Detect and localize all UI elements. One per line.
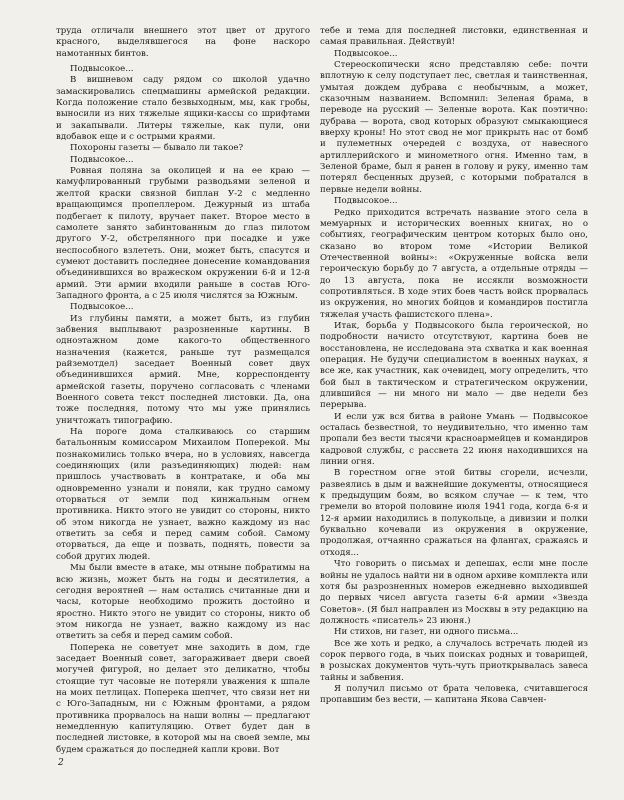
page-number: 2: [58, 758, 64, 768]
paragraph: Подвысокое...: [334, 48, 398, 59]
paragraph: Ровная поляна за околицей и на ее краю — камуфлированный грубыми разводьями зеленой и желтой краски связной биплан У-2 с медленно вращающимся пропеллером. Дежурный из штаба подбегает к пилоту, вручает пакет. Второе место в самолете занято забинтованным до глаз пилотом другого У-2, обстрелянного при посадке и уже неспособного взлететь. Они, может быть, спасутся и сумеют доставить последнее донесение командования объединившихся во вражеском окружении 6-й и 12-й армий. Эти армии входили раньше в состав Юго-Западного фронта, а с 25 июля числятся за Южным.: [56, 166, 310, 301]
paragraph: тебе и тема для последней листовки, единственная и самая правильная. Действуй!: [320, 26, 588, 48]
paragraph: труда отличали внешнего этот цвет от другого красного, выделявшегося на фоне наскоро намотанных бинтов.: [56, 26, 310, 59]
paragraph: Ни стихов, ни газет, ни одного письма...: [334, 627, 519, 638]
paragraph: Из глубины памяти, а может быть, из глубин забвения выплывают разрозненные картины. В одноэтажном доме какого-то общественного назначения (кажется, раньше тут размещался райземотдел) заседает Военный совет двух объединившихся армий. Мне, корреспонденту армейской газеты, поручено согласовать с членами Военного совета текст последней листовки. Да, она тоже последняя, потому что мы уже принялись уничтожать типографию.: [56, 313, 310, 426]
paragraph: В вишневом саду рядом со школой удачно замаскировались спецмашины армейской редакции. Когда положение стало безвыходным, мы, как гробы, выносили из них тяжелые ящики-кассы со шрифтами и закапывали. Литеры тяжелые, как пули, они вдобавок еще и с острыми краями.: [56, 75, 310, 143]
paragraph: Поперека не советует мне заходить в дом, где заседает Военный совет, загораживает двери своей могучей фигурой, но делает это деликатно, чтобы стоящие тут часовые не потеряли уважения к шпале на моих петлицах. Поперека шепчет, что связи нет ни с Юго-Западным, ни с Южным фронтами, а рядом противника прорвалось на наши волны — предлагают немедленную капитуляцию. Ответ будет дан в последней листовке, в которой мы на своей земле, мы будем сражаться до последней капли крови. Вот: [56, 642, 310, 755]
paragraph: Мы были вместе в атаке, мы отныне побратимы на всю жизнь, может быть на годы и десятилетия, а сегодня вероятней — нам остались считанные дни и часы, которые необходимо прожить достойно и яростно. Никто этого не увидит со стороны, никто об этом никогда не узнает, важно каждому из нас ответить за себя и перед самим собой.: [56, 563, 310, 642]
paragraph: Я получил письмо от брата человека, считавшегося пропавшим без вести, — капитана Якова Савчен-: [320, 683, 588, 706]
paragraph: На пороге дома сталкиваюсь со старшим батальонным комиссаром Михаилом Поперекой. Мы познакомились только вчера, но в условиях, навсегда соединяющих (или разъединяющих) людей: нам пришлось участвовать в контратаке, и оба мы одновременно узнали и поняли, как трудно самому оторваться от земли под кинжальным огнем противника. Никто этого не увидит со стороны, никто об этом никогда не узнает, важно каждому из нас ответить за себя и перед самим собой. Самому оторваться, да еще и позвать, поднять, повести за собой других людей.: [56, 427, 310, 562]
right-text-column: [320, 26, 588, 707]
paragraph: Подвысокое...: [334, 196, 398, 207]
paragraph: Итак, борьба у Подвысокого была героической, но подробности начисто отсутствуют, картина боев не восстановлена, не исследована эта схватка и как военная операция. Не будучи специалистом в военных науках, я все же, как участник, как очевидец, могу определить, что бой был в тактическом и стратегическом окружении, длившийся — ни много ни мало — две недели без перерыва.: [320, 320, 588, 411]
paragraph: Стереоскопически ясно представляю себе: почти вплотную к селу подступает лес, светлая и таинственная, умытая дождем дубрава с необычным, а может, сказочным названием. Вспомнил: Зеленая брама, в переводе на русский — Зеленые ворота. Как поэтично: дубрава — ворота, свод которых образуют смыкающиеся вверху кроны! Но этот свод не мог прикрыть нас от бомб и пулеметных очередей с воздуха, от навесного артиллерийского и минометного огня. Именно там, в Зеленой браме, был я ранен в голову и руку, именно там потерял бесценных друзей, с которыми побратался в первые недели войны.: [320, 60, 588, 195]
left-text-column: [56, 26, 310, 756]
paragraph: В горестном огне этой битвы сгорели, исчезли, развеялись в дым и важнейшие документы, относящиеся к предыдущим боям, во всяком случае — к тем, что гремели во второй половине июля 1941 года, когда 6-я и 12-я армии находились в полукольце, а дивизии и полки буквально кочевали из окружения в окружение, продолжая, отчаянно сражаться на флангах, сражаясь и отходя...: [320, 468, 588, 558]
paragraph: Редко приходится встречать название этого села в мемуарных и исторических военных книгах, но о событиях, географическим центром которых было оно, сказано во втором томе «Истории Великой Отечественной войны»: «Окруженные войска вели героическую борьбу до 7 августа, а отдельные отряды — до 13 августа, пока не иссякли возможности сопротивляться. В ходе этих боев часть войск прорвалась из окружения, но многих бойцов и командиров постигла тяжелая участь фашистского плена».: [320, 207, 588, 320]
paragraph: Подвысокое...: [70, 64, 134, 75]
paragraph: Подвысокое...: [70, 302, 134, 313]
paragraph: И если уж вся битва в районе Умань — Подвысокое осталась безвестной, то неудивительно, что именно там пропали без вести тысячи красноармейцев и командиров кадровой службы, с рассвета 22 июня находившихся на линии огня.: [320, 411, 588, 468]
paragraph: Все же хоть и редко, а случалось встречать людей из сорок первого года, в чьих поисках родных и товарищей, в розысках документов чуть-чуть приоткрывалась завеса тайны и забвения.: [320, 638, 588, 683]
paragraph: Похороны газеты — бывало ли такое?: [70, 143, 244, 154]
paragraph: Подвысокое...: [70, 154, 134, 165]
paragraph: Что говорить о письмах и депешах, если мне после войны не удалось найти ни в одном архиве комплекта или хотя бы разрозненных номеров ежедневно выходившей до первых чисел августа газеты 6-й армии «Звезда Советов». (Я был направлен из Москвы в эту редакцию на должность «писатель» 23 июня.): [320, 559, 588, 626]
